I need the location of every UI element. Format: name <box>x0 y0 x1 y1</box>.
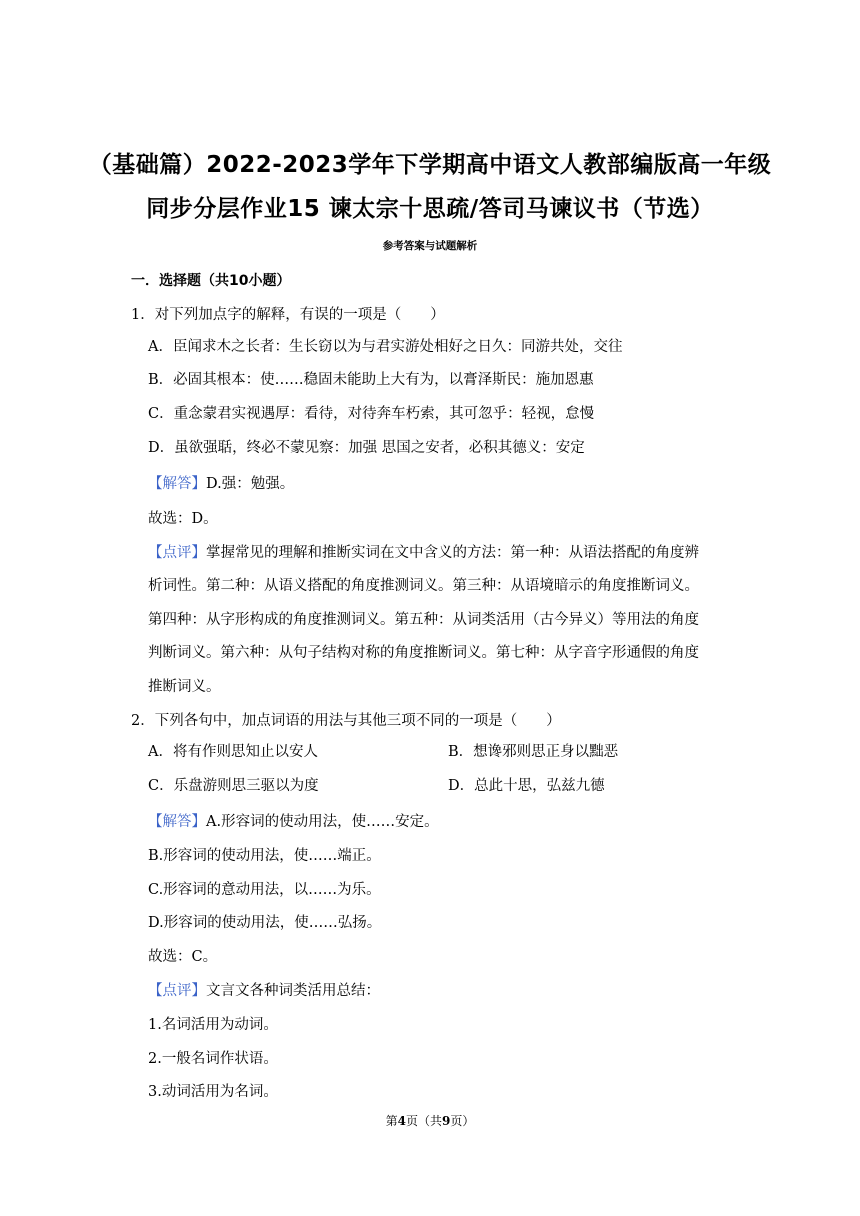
comment-tag: 【点评】 <box>148 983 206 999</box>
footer-page-number: 4 <box>397 1114 406 1128</box>
question-2-comment-line-2: 1.名词活用为动词。 <box>148 1017 278 1033</box>
comment-tag: 【点评】 <box>148 545 206 561</box>
question-1-option-c: C．重念蒙君实视遇厚：看待，对待奔车朽索，其可忽乎：轻视，怠慢 <box>148 406 595 422</box>
question-2-comment-line-4: 3.动词活用为名词。 <box>148 1084 278 1100</box>
answer-tag: 【解答】 <box>148 476 206 492</box>
question-1-answer <box>148 472 294 493</box>
question-2-option-b: B．想谗邪则思正身以黜恶 <box>448 744 619 760</box>
footer-middle: 页（共 <box>405 1114 442 1128</box>
question-1-comment-line-5: 推断词义。 <box>148 679 221 695</box>
footer-prefix: 第 <box>385 1114 398 1128</box>
question-2-answer-line-2: B.形容词的使动用法，使……端正。 <box>148 848 381 864</box>
document-subtitle: 参考答案与试题解析 <box>382 240 478 252</box>
footer-suffix: 页） <box>450 1114 475 1128</box>
question-1-comment-line-3: 第四种：从字形构成的角度推测词义。第五种：从词类活用（古今异义）等用法的角度 <box>148 612 699 628</box>
section-heading: 一．选择题（共10小题） <box>131 273 291 289</box>
answer-text: D.强：勉强。 <box>206 476 295 492</box>
question-1-comment-line-4: 判断词义。第六种：从句子结构对称的角度推断词义。第七种：从字音字形通假的角度 <box>148 645 699 661</box>
footer-total-pages: 9 <box>442 1114 451 1128</box>
question-1-option-d: D．虽欲强聒，终必不蒙见察：加强 思国之安者，必积其德义：安定 <box>148 440 585 456</box>
question-2-answer <box>148 810 439 831</box>
question-2-comment <box>148 979 380 1000</box>
answer-tag: 【解答】 <box>148 814 206 830</box>
question-2-answer-line-3: C.形容词的意动用法，以……为乐。 <box>148 882 381 898</box>
document-title-line1: （基础篇）2022-2023学年下学期高中语文人教部编版高一年级 <box>88 152 772 178</box>
page-footer <box>0 1112 860 1129</box>
question-2-option-d: D．总此十思，弘兹九德 <box>448 778 605 794</box>
question-1-comment <box>148 541 699 562</box>
question-2-option-a: A．将有作则思知止以安人 <box>148 744 318 760</box>
question-1-stem: 1．对下列加点字的解释，有误的一项是（ ） <box>131 307 445 323</box>
question-2-comment-line-3: 2.一般名词作状语。 <box>148 1051 278 1067</box>
question-1-option-a: A．臣闻求木之长者：生长窃以为与君实游处相好之日久：同游共处，交往 <box>148 339 623 355</box>
question-2-answer-line-4: D.形容词的使动用法，使……弘扬。 <box>148 915 382 931</box>
answer-text: A.形容词的使动用法，使……安定。 <box>206 814 439 830</box>
question-2-stem: 2．下列各句中，加点词语的用法与其他三项不同的一项是（ ） <box>131 713 561 729</box>
question-1-comment-line-2: 析词性。第二种：从语义搭配的角度推测词义。第三种：从语境暗示的角度推断词义。 <box>148 578 699 594</box>
question-2-conclusion: 故选：C。 <box>148 949 218 965</box>
question-1-option-b: B．必固其根本：使……稳固未能助上大有为，以膏泽斯民：施加恩惠 <box>148 372 594 388</box>
comment-line: 文言文各种词类活用总结： <box>206 983 380 999</box>
comment-line: 掌握常见的理解和推断实词在文中含义的方法：第一种：从语法搭配的角度辨 <box>206 545 699 561</box>
document-title-line2: 同步分层作业15 谏太宗十思疏/答司马谏议书（节选） <box>146 196 714 222</box>
question-1-conclusion: 故选：D。 <box>148 511 218 527</box>
question-2-option-c: C．乐盘游则思三驱以为度 <box>148 778 319 794</box>
